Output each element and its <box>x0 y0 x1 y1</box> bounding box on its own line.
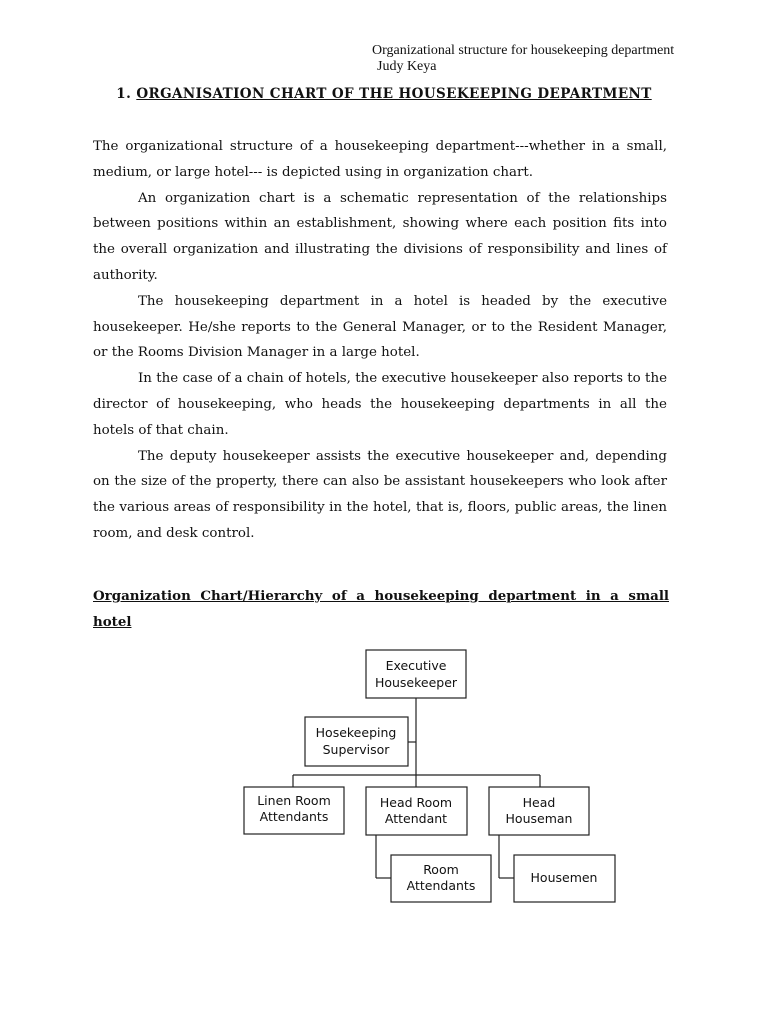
paragraph: The housekeeping department in a hotel is headed by the executive housekeeper. He/she reports to the General Manager, or to the Resident Manager, or the Rooms Division Manager in a large hotel. <box>93 293 667 361</box>
box-label: Attendant <box>384 811 448 826</box>
box-head-room-attendant <box>366 787 467 835</box>
paragraph: In the case of a chain of hotels, the executive housekeeper also reports to the director of housekeeping, who heads the housekeeping departments in all the hotels of that chain. <box>93 371 667 438</box>
title-number: 1. <box>116 86 132 102</box>
box-label: Head <box>522 795 556 810</box>
box-label: Housekeeper <box>374 675 458 690</box>
box-label: Supervisor <box>322 742 390 757</box>
box-label: Room <box>423 862 459 877</box>
paragraph: The deputy housekeeper assists the executive housekeeper and, depending on the size of the property, there can also be assistant housekeepers who look after the various areas of responsibility in the hotel, that is, floors, public areas, the linen room, and desk control. <box>93 448 667 541</box>
paragraph: The organizational structure of a housekeeping department---whether in a small, medium, or large hotel--- is depicted using in organization chart. <box>93 139 667 180</box>
box-room-attendants <box>391 855 491 902</box>
box-label: Houseman <box>505 811 573 826</box>
box-label: Hosekeeping <box>315 725 397 740</box>
header-subject: Organizational structure for housekeeping department <box>372 43 675 58</box>
header-author: Judy Keya <box>377 59 437 74</box>
box-label: Attendants <box>406 878 476 893</box>
box-label: Head Room <box>379 795 453 810</box>
paragraph: An organization chart is a schematic representation of the relationships between positions within an establishment, showing where each position fits into the overall organization and illustrating the divisions of responsibility and lines of authority. <box>93 190 667 283</box>
box-label: Linen Room <box>257 793 331 808</box>
box-label: Housemen <box>530 870 598 885</box>
section-heading: Organization Chart/Hierarchy of a housekeeping department in a small hotel <box>93 588 669 630</box>
box-housekeeping-supervisor <box>305 717 408 766</box>
box-executive-housekeeper <box>366 650 466 698</box>
box-label: Executive <box>385 658 447 673</box>
box-housemen <box>514 855 615 902</box>
box-linen-room-attendants <box>244 787 344 834</box>
box-head-houseman <box>489 787 589 835</box>
title-text: ORGANISATION CHART OF THE HOUSEKEEPING DEPARTMENT <box>136 86 652 102</box>
box-label: Attendants <box>259 809 329 824</box>
